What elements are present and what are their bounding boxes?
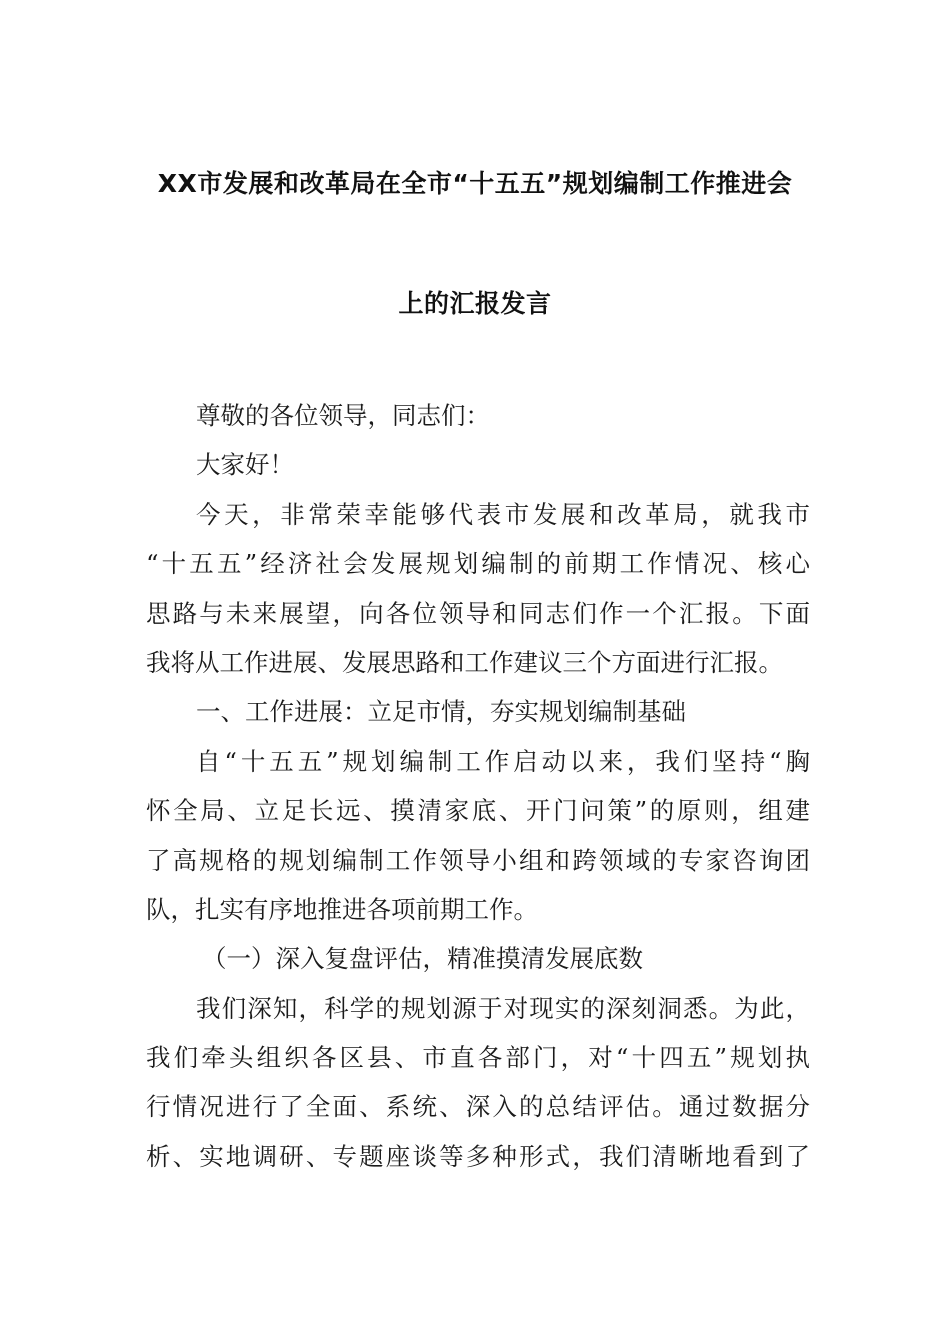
paragraph-line: “十五五”经济社会发展规划编制的前期工作情况、核心	[146, 549, 810, 579]
paragraph-line: 自“十五五”规划编制工作启动以来，我们坚持“胸	[196, 746, 810, 776]
paragraph-line: 我们深知，科学的规划源于对现实的深刻洞悉。为此，	[196, 993, 810, 1023]
subsection-heading: （一）深入复盘评估，精准摸清发展底数	[202, 944, 643, 974]
paragraph-line: 析、实地调研、专题座谈等多种形式，我们清晰地看到了	[146, 1141, 810, 1171]
paragraph-line: 怀全局、立足长远、摸清家底、开门问策”的原则，组建	[146, 796, 810, 826]
greeting: 大家好！	[196, 450, 294, 480]
paragraph-line: 行情况进行了全面、系统、深入的总结评估。通过数据分	[146, 1092, 810, 1122]
paragraph-line: 我们牵头组织各区县、市直各部门，对“十四五”规划执	[146, 1043, 810, 1073]
section-heading: 一、工作进展：立足市情，夯实规划编制基础	[196, 697, 686, 727]
paragraph-line: 今天，非常荣幸能够代表市发展和改革局，就我市	[196, 499, 810, 529]
document-title-line-1: XX市发展和改革局在全市“十五五”规划编制工作推进会	[157, 169, 793, 198]
paragraph-line: 思路与未来展望，向各位领导和同志们作一个汇报。下面	[146, 598, 810, 628]
paragraph-line: 了高规格的规划编制工作领导小组和跨领域的专家咨询团	[146, 845, 810, 875]
salutation: 尊敬的各位领导，同志们：	[196, 401, 490, 430]
document-body	[146, 398, 810, 1188]
document-title-line-2: 上的汇报发言	[398, 289, 552, 318]
paragraph-line: 队，扎实有序地推进各项前期工作。	[146, 894, 538, 924]
paragraph-line: 我将从工作进展、发展思路和工作建议三个方面进行汇报。	[146, 647, 783, 677]
